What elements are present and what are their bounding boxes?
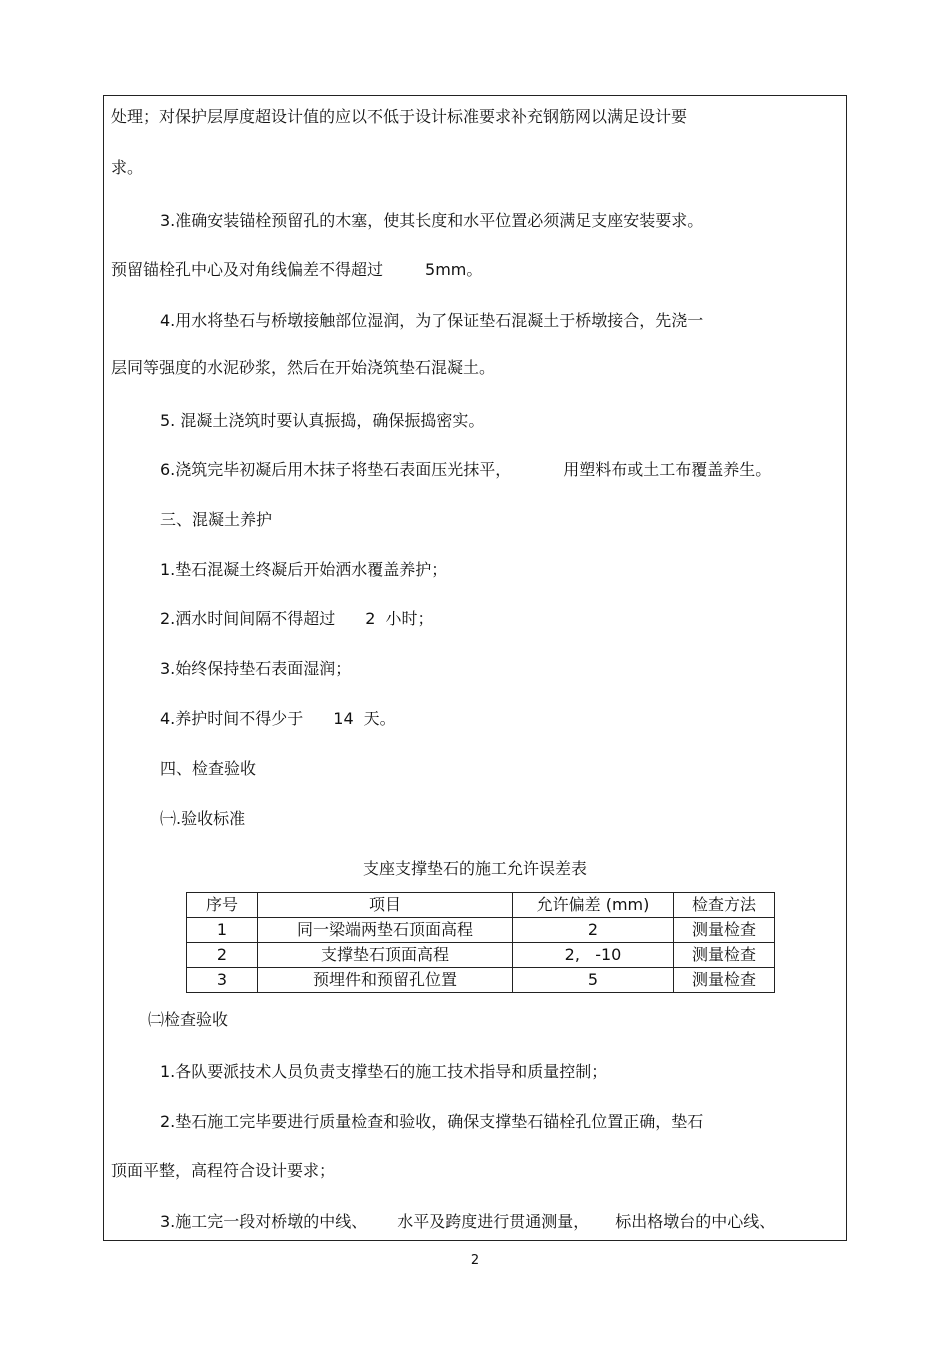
table-cell: 测量检查	[674, 943, 775, 968]
header-cell: 项目	[258, 893, 513, 918]
table-row	[187, 943, 775, 968]
section-heading: 三、混凝土养护	[160, 510, 273, 529]
text-segment: 2	[365, 609, 376, 628]
text-segment: 预留锚栓孔中心及对角线偏差不得超过	[111, 260, 384, 279]
table-cell: 2, -10	[513, 943, 674, 968]
text-segment: 用塑料布或土工布覆盖养生。	[563, 460, 772, 479]
section-heading: 四、检查验收	[160, 759, 257, 778]
paragraph-line: 4.用水将垫石与桥墩接触部位湿润，为了保证垫石混凝土于桥墩接合，先浇一	[160, 311, 704, 330]
paragraph-line: 1.各队要派技术人员负责支撑垫石的施工技术指导和质量控制；	[160, 1062, 608, 1081]
header-cell: 允许偏差 (mm)	[513, 893, 674, 918]
paragraph-line: 5. 混凝土浇筑时要认真振捣，确保振捣密实。	[160, 411, 485, 430]
table-cell: 2	[513, 918, 674, 943]
paragraph-line	[160, 1212, 775, 1232]
header-cell: 检查方法	[674, 893, 775, 918]
table-cell: 预埋件和预留孔位置	[258, 968, 513, 993]
table-row	[187, 968, 775, 993]
page-number: 2	[470, 1253, 480, 1268]
paragraph-line	[160, 609, 433, 629]
paragraph-line: 求。	[111, 158, 144, 177]
paragraph-line: 顶面平整，高程符合设计要求；	[111, 1161, 336, 1180]
paragraph-line	[160, 709, 396, 729]
paragraph-line: 3.准确安装锚栓预留孔的木塞，使其长度和水平位置必须满足支座安装要求。	[160, 211, 704, 230]
text-segment: 标出格墩台的中心线、	[615, 1212, 776, 1231]
subsection-heading: ㈠.验收标准	[160, 809, 246, 828]
table-cell: 3	[187, 968, 258, 993]
text-segment: 天。	[363, 709, 396, 728]
paragraph-line: 2.垫石施工完毕要进行质量检查和验收，确保支撑垫石锚栓孔位置正确，垫石	[160, 1112, 704, 1131]
paragraph-line	[111, 260, 482, 280]
text-segment: 3.施工完一段对桥墩的中线、	[160, 1212, 368, 1231]
table-cell: 2	[187, 943, 258, 968]
paragraph-line: 1.垫石混凝土终凝后开始洒水覆盖养护；	[160, 560, 448, 579]
table-header-row	[187, 893, 775, 918]
tolerance-table	[186, 892, 775, 993]
text-segment: 14	[333, 709, 354, 728]
subsection-heading: ㈡检查验收	[148, 1010, 229, 1029]
table-cell: 测量检查	[674, 968, 775, 993]
text-segment: 6.浇筑完毕初凝后用木抹子将垫石表面压光抹平，	[160, 460, 512, 479]
table-cell: 测量检查	[674, 918, 775, 943]
table-cell: 5	[513, 968, 674, 993]
table-cell: 支撑垫石顶面高程	[258, 943, 513, 968]
table-cell: 1	[187, 918, 258, 943]
text-segment: 小时；	[385, 609, 434, 628]
text-segment: 4.养护时间不得少于	[160, 709, 304, 728]
table-caption: 支座支撑垫石的施工允许误差表	[362, 859, 587, 878]
text-segment: 2.洒水时间间隔不得超过	[160, 609, 336, 628]
table-cell: 同一梁端两垫石顶面高程	[258, 918, 513, 943]
paragraph-line: 3.始终保持垫石表面湿润；	[160, 659, 352, 678]
table-row	[187, 918, 775, 943]
paragraph-line	[160, 460, 771, 480]
header-cell: 序号	[187, 893, 258, 918]
paragraph-line: 处理；对保护层厚度超设计值的应以不低于设计标准要求补充钢筋网以满足设计要	[111, 107, 688, 126]
text-segment: 5mm。	[425, 260, 483, 279]
text-segment: 水平及跨度进行贯通测量，	[397, 1212, 590, 1231]
paragraph-line: 层同等强度的水泥砂浆，然后在开始浇筑垫石混凝土。	[111, 358, 496, 377]
